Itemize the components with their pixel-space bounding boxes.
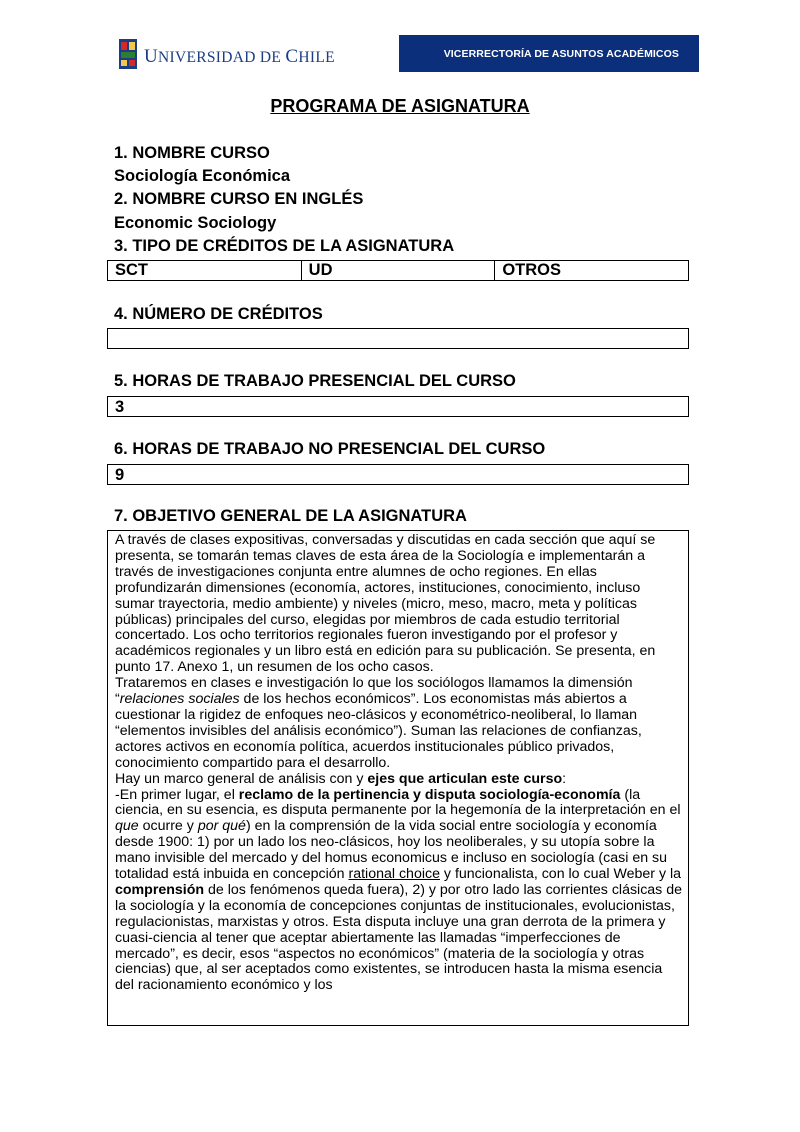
section-3-label: 3. TIPO DE CRÉDITOS DE LA ASIGNATURA: [114, 237, 455, 255]
section-2-label: 2. NOMBRE CURSO EN INGLÉS: [114, 190, 364, 208]
credits-col-ud: UD: [301, 261, 495, 281]
department-name: VICERRECTORÍA DE ASUNTOS ACADÉMICOS: [443, 47, 679, 60]
university-crest-icon: [119, 39, 137, 69]
section-1-value: Sociología Económica: [114, 167, 291, 185]
general-objective-box: [107, 530, 689, 1026]
section-1-label: 1. NOMBRE CURSO: [114, 144, 270, 162]
page-title: PROGRAMA DE ASIGNATURA: [270, 96, 530, 116]
section-4-label: 4. NÚMERO DE CRÉDITOS: [114, 305, 323, 323]
university-name: UNIVERSIDAD DE CHILE: [144, 46, 335, 67]
department-banner: [399, 35, 699, 72]
section-2-value: Economic Sociology: [114, 214, 277, 232]
presential-hours-field: [107, 396, 689, 417]
credits-col-otros: OTROS: [495, 261, 689, 281]
section-6-label: 6. HORAS DE TRABAJO NO PRESENCIAL DEL CURSO: [114, 440, 546, 458]
non-presential-hours-value: 9: [115, 466, 125, 484]
section-5-label: 5. HORAS DE TRABAJO PRESENCIAL DEL CURSO: [114, 372, 516, 390]
objective-paragraph-3: Hay un marco general de análisis con y ejes que articulan este curso:: [115, 770, 567, 787]
objective-paragraph-1: A través de clases expositivas, conversadas y discutidas en cada sección que aquí se presenta, se tomarán temas claves de esta área de la Sociología e implementarán a través de investigaciones conjunta entre alumnes de ocho regiones. En ellas profundizarán dimensiones (economía, actores, instituciones, conocimiento, incluso sumar trayectoria, medio ambiente) y niveles (micro, meso, macro, meta y políticas públicas) principales del curso, elegidas por miembros de cada estudio territorial concertado. Los ocho territorios regionales fueron investigando por el profesor y académicos regionales y un libro está en edición para su publicación. Se presenta, en punto 17. Anexo 1, un resumen de los ocho casos.: [115, 532, 656, 676]
section-7-label: 7. OBJETIVO GENERAL DE LA ASIGNATURA: [114, 507, 467, 525]
presential-hours-value: 3: [115, 398, 125, 416]
credits-col-sct: SCT: [108, 261, 302, 281]
credits-number-field: [107, 328, 689, 349]
credits-type-table: [107, 260, 689, 281]
objective-paragraph-4: -En primer lugar, el reclamo de la pertinencia y disputa sociología-economía (la ciencia, en su esencia, es disputa permanente por la hegemonía de la interpretación en el que ocurre y por qué) en la comprensión de la vida social entre sociología y economía desde 1900: 1) por un lado los neo-clásicos, hoy los neoliberales, y su utopía sobre la mano invisible del mercado y del homus economicus e incluso en sociología (casi en su totalidad está inbuida en concepción rational choice y funcionalista, con lo cual Weber y la comprensión de los fenómenos queda fuera), 2) y por otro lado las corrientes clásicas de la sociología y la economía de concepciones conjuntas de institucionales, evolucionistas, regulacionistas, marxistas y otros. Esta disputa incluye una gran derrota de la primera y cuasi-ciencia al tener que aceptar abiertamente las llamadas “imperfecciones de mercado”, es decir, esos “aspectos no económicos” (materia de la sociología y otras ciencias) que, al ser aceptados como existentes, se introducen hasta la misma esencia del racionamiento económico y los: [115, 786, 683, 994]
document-header: [114, 35, 699, 72]
objective-paragraph-2: Trataremos en clases e investigación lo que los sociólogos llamamos la dimensión “relaciones sociales de los hechos económicos”. Los economistas más abiertos a cuestionar la rigidez de enfoques neo-clásicos y econométrico-neoliberal, lo llaman “elementos invisibles del análisis económico”). Suman las relaciones de confianzas, actores activos en economía política, acuerdos institucionales público privados, conocimiento compartido para el desarrollo.: [115, 675, 642, 771]
non-presential-hours-field: [107, 464, 689, 485]
